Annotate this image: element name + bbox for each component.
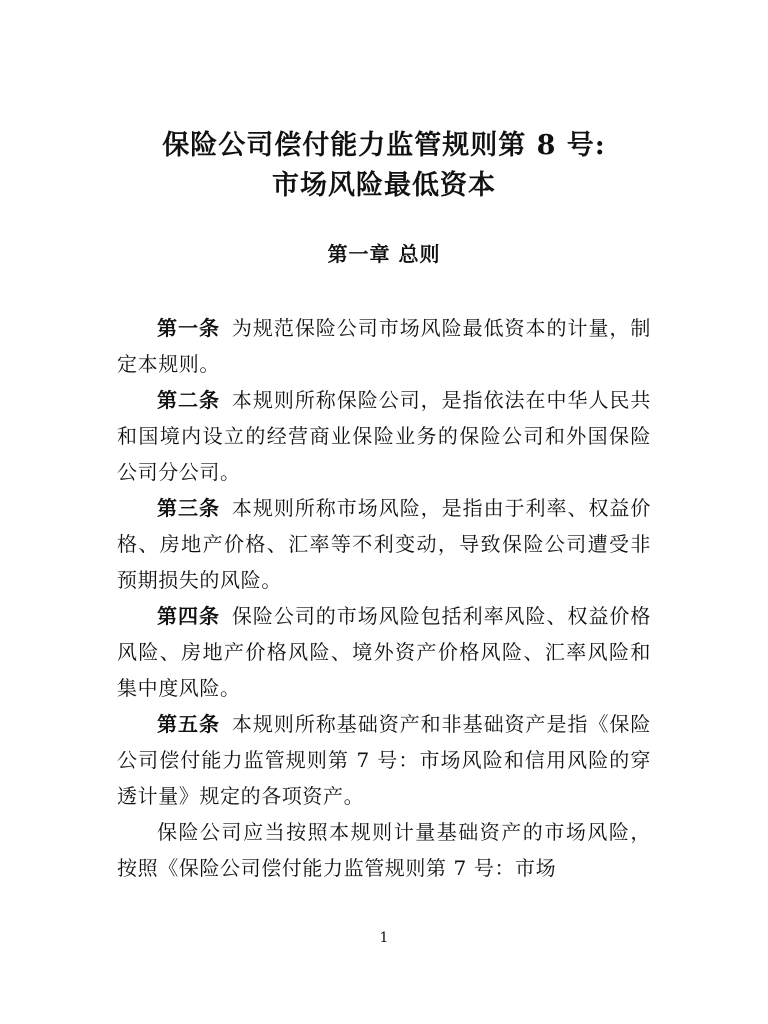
- article-text: 本规则所称基础资产和非基础资产是指《保险公司偿付能力监管规则第 7 号：市场风险和信用风险的穿透计量》规定的各项资产。: [117, 712, 651, 808]
- article-text: 为规范保险公司市场风险最低资本的计量，制定本规则。: [117, 316, 651, 376]
- article-paragraph: [117, 490, 651, 598]
- article-text: 本规则所称市场风险，是指由于利率、权益价格、房地产价格、汇率等不利变动，导致保险公司遭受非预期损失的风险。: [117, 496, 651, 592]
- article-text: 本规则所称保险公司，是指依法在中华人民共和国境内设立的经营商业保险业务的保险公司和外国保险公司分公司。: [117, 388, 651, 484]
- article-paragraph: [117, 382, 651, 490]
- document-title-line2: 市场风险最低资本: [272, 170, 496, 201]
- article-number: 第五条: [157, 712, 220, 736]
- page-number: 1: [379, 930, 389, 946]
- article-paragraph: [117, 706, 651, 814]
- article-number: 第二条: [157, 388, 220, 412]
- article-number: 第一条: [157, 316, 220, 340]
- article-text: 保险公司应当按照本规则计量基础资产的市场风险，按照《保险公司偿付能力监管规则第 7 号：市场: [117, 820, 651, 880]
- article-number: 第四条: [157, 604, 220, 628]
- article-paragraph: [117, 310, 651, 382]
- document-title-line1: 保险公司偿付能力监管规则第 8 号:: [162, 130, 606, 161]
- article-paragraph: [117, 814, 651, 886]
- chapter-heading: 第一章 总则: [327, 242, 441, 266]
- article-number: 第三条: [157, 496, 220, 520]
- article-text: 保险公司的市场风险包括利率风险、权益价格风险、房地产价格风险、境外资产价格风险、汇率风险和集中度风险。: [117, 604, 651, 700]
- document-body: [117, 310, 651, 886]
- article-paragraph: [117, 598, 651, 706]
